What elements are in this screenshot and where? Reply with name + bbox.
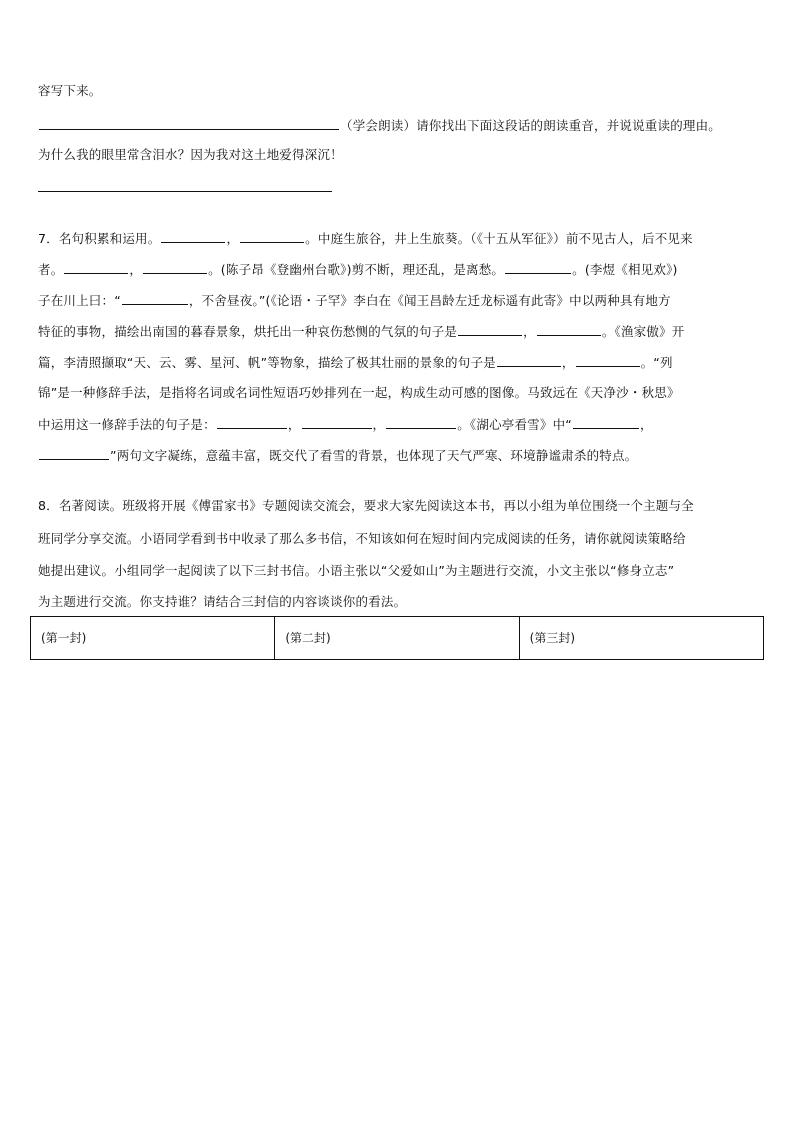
q7-text: 。“列 [640, 355, 673, 370]
punct: ， [639, 417, 653, 432]
answer-blank[interactable] [576, 353, 640, 367]
q7-line-1 [38, 229, 762, 247]
answer-blank[interactable] [573, 415, 639, 429]
q7-line-5 [38, 353, 762, 371]
q7-text: ”两句文字凝练，意蕴丰富，既交代了看雪的背景，也体现了天气严寒、环境静谧肃杀的特点。 [110, 448, 638, 463]
answer-line[interactable] [38, 191, 332, 192]
punct: ， [129, 262, 143, 277]
q7-text: 。《渔家傲》开 [601, 324, 685, 339]
q7-text: 中运用这一修辞手法的句子是： [38, 417, 216, 432]
answer-blank[interactable] [386, 415, 456, 429]
letter-label: (第一封) [41, 631, 87, 645]
answer-blank[interactable] [39, 446, 109, 460]
q8-line-2 [38, 530, 762, 548]
letter-cell-3[interactable] [519, 617, 763, 660]
q8-line-1 [38, 497, 762, 515]
q7-text: 。《湖心亭看雪》中“ [457, 417, 572, 432]
punct: ， [287, 417, 301, 432]
q8-text: 她提出建议。小组同学一起阅读了以下三封书信。小语主张以“父爱如山”为主题进行交流，小文主张以“修身立志” [38, 563, 675, 578]
answer-blank[interactable] [240, 229, 304, 243]
q6-prompt: （学会朗读）请你找出下面这段话的朗读重音，并说说重读的理由。 [340, 118, 722, 133]
q6-line-2 [38, 116, 762, 134]
q8-line-4 [38, 593, 762, 611]
punct: ， [372, 417, 386, 432]
q7-line-6 [38, 384, 762, 402]
q7-text: 锦”是一种修辞手法，是指将名词或名词性短语巧妙排列在一起，构成生动可感的图像。马致远在《天净沙・秋思》 [38, 385, 680, 400]
q6-quote: 为什么我的眼里常含泪水？因为我对这土地爱得深沉！ [38, 147, 343, 162]
q6-line-1 [38, 82, 762, 100]
answer-blank[interactable] [302, 415, 372, 429]
answer-blank[interactable] [497, 353, 561, 367]
q8-line-3 [38, 562, 762, 580]
q6-line-3 [38, 146, 762, 164]
letters-table [30, 616, 764, 660]
answer-blank[interactable] [458, 322, 522, 336]
punct: ， [523, 324, 536, 339]
punct: ， [561, 355, 575, 370]
letter-label: (第三封) [529, 631, 576, 645]
q7-text: 。(陈子昂《登幽州台歌》)剪不断，理还乱，是离愁。 [208, 262, 505, 277]
q8-text: 为主题进行交流。你支持谁？请结合三封信的内容谈谈你的看法。 [38, 594, 407, 609]
q7-line-7 [38, 415, 762, 433]
letter-label: (第二封) [285, 631, 331, 645]
q7-text: 。中庭生旅谷，井上生旅葵。（《十五从军征》）前不见古人，后不见来 [305, 231, 693, 246]
q7-text: 者。 [38, 262, 64, 277]
q7-line-4 [38, 322, 762, 340]
answer-blank[interactable] [537, 322, 601, 336]
answer-blank[interactable] [39, 116, 339, 130]
answer-blank[interactable] [143, 260, 207, 274]
q7-text: ，不舍昼夜。”(《论语・子罕》李白在《闻王昌龄左迁龙标遥有此寄》中以两种具有地方 [188, 293, 671, 308]
q7-line-3 [38, 291, 762, 309]
table-row [31, 617, 764, 660]
q7-text: 。(李煜《相见欢》) [572, 262, 678, 277]
answer-blank[interactable] [505, 260, 571, 274]
answer-blank[interactable] [122, 291, 188, 305]
q7-line-2 [38, 260, 762, 278]
answer-blank[interactable] [64, 260, 128, 274]
q8-heading: 8．名著阅读。班级将开展《傅雷家书》专题阅读交流会，要求大家先阅读这本书，再以小组为单位围绕一个主题与全 [38, 498, 694, 513]
q7-text: 子在川上曰：“ [38, 293, 121, 308]
letter-cell-2[interactable] [275, 617, 519, 660]
answer-blank[interactable] [161, 229, 225, 243]
q7-heading: 7．名句积累和运用。 [38, 231, 161, 246]
q7-text: 特征的事物，描绘出南国的暮春景象，烘托出一种哀伤愁恻的气氛的句子是 [38, 324, 458, 339]
punct: ， [226, 231, 240, 246]
answer-blank[interactable] [217, 415, 287, 429]
q6-text: 容写下来。 [38, 83, 102, 98]
q7-text: 篇，李清照撷取“天、云、雾、星河、帆”等物象，描绘了极其壮丽的景象的句子是 [38, 355, 496, 370]
q7-line-8 [38, 446, 762, 464]
q8-text: 班同学分享交流。小语同学看到书中收录了那么多书信，不知该如何在短时间内完成阅读的任务，请你就阅读策略给 [38, 531, 686, 546]
letter-cell-1[interactable] [31, 617, 275, 660]
